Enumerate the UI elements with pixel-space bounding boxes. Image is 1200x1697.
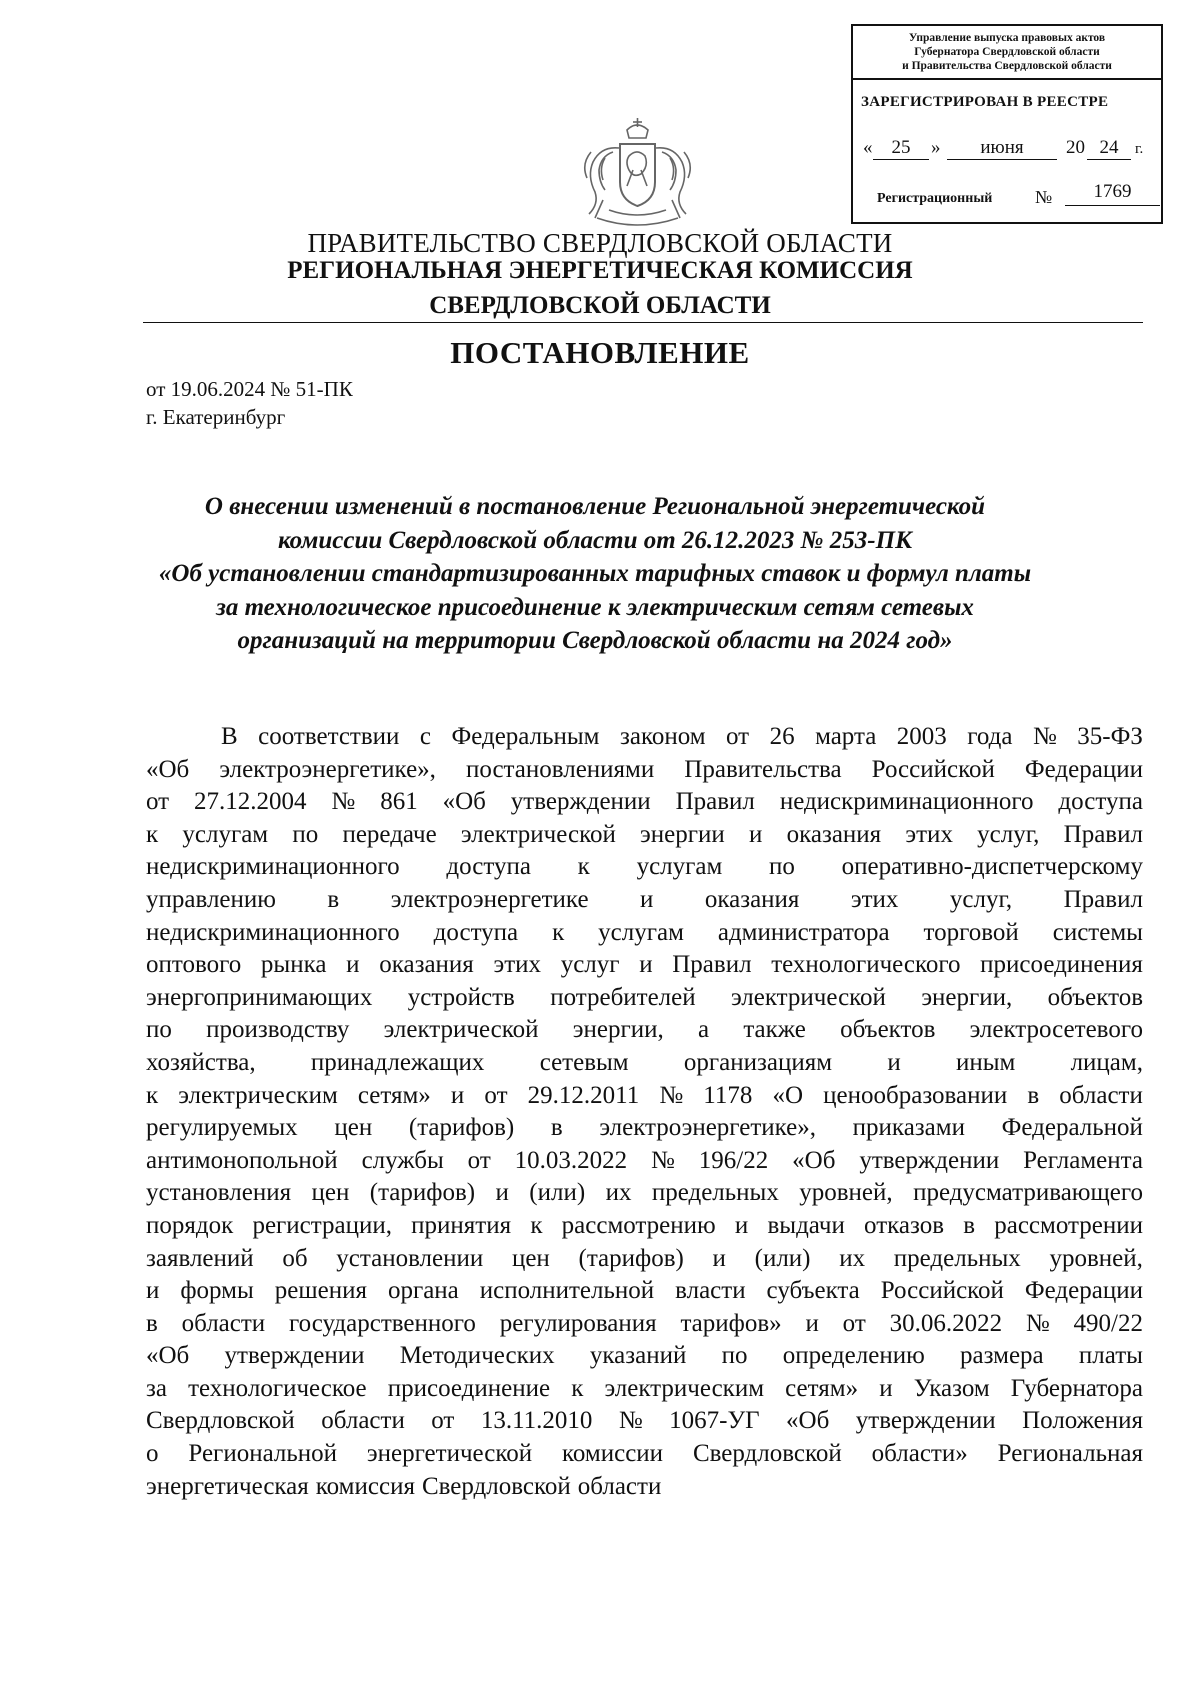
body-word: 30.06.2022 bbox=[889, 1309, 1003, 1337]
body-line bbox=[146, 1405, 1143, 1438]
body-word: этих bbox=[850, 885, 899, 913]
body-word: электросетевого bbox=[969, 1016, 1143, 1044]
body-word: недискриминационного bbox=[779, 788, 1034, 816]
body-word: в bbox=[146, 1309, 158, 1337]
body-word: решения bbox=[274, 1277, 367, 1305]
body-word: цен bbox=[334, 1114, 373, 1142]
body-word: предусматривающего bbox=[913, 1179, 1143, 1207]
body-word: заявлений bbox=[146, 1244, 254, 1272]
body-word: 490/22 bbox=[1073, 1309, 1143, 1337]
body-word: соответствии bbox=[258, 723, 400, 750]
body-word: устройств bbox=[407, 983, 515, 1011]
stamp-header-line: Губернатора Свердловской области bbox=[914, 46, 1100, 58]
body-word: доступа bbox=[446, 853, 531, 881]
document-type: ПОСТАНОВЛЕНИЕ bbox=[450, 335, 750, 370]
stamp-header bbox=[853, 26, 1161, 80]
body-line bbox=[146, 1275, 1143, 1308]
body-word: цен bbox=[511, 1244, 550, 1272]
body-word: Правил bbox=[675, 788, 755, 816]
body-word: рассмотрении bbox=[994, 1211, 1143, 1239]
body-word: рынка bbox=[260, 951, 327, 979]
body-word: оказания bbox=[704, 885, 800, 913]
body-word: в bbox=[963, 1211, 976, 1239]
body-word: Свердловской bbox=[421, 1472, 571, 1500]
body-word: цен bbox=[311, 1179, 350, 1207]
body-word: энергетическая bbox=[146, 1472, 309, 1500]
body-word: Федерации bbox=[1024, 1277, 1143, 1305]
body-word: области» bbox=[871, 1440, 968, 1468]
coat-of-arms-icon bbox=[575, 118, 700, 228]
body-word: «Об bbox=[792, 1146, 836, 1174]
body-word: «Об bbox=[146, 1342, 190, 1370]
body-word: утверждении bbox=[859, 1146, 1000, 1174]
stamp-month: июня bbox=[947, 137, 1057, 160]
body-word: и bbox=[495, 1179, 509, 1207]
body-word: потребителей bbox=[550, 983, 696, 1011]
body-word: услуг, bbox=[949, 885, 1013, 913]
body-word: технологическое bbox=[188, 1374, 367, 1402]
body-word: сетям» bbox=[357, 1081, 431, 1109]
body-word: от bbox=[726, 723, 750, 750]
body-word: технологического bbox=[771, 951, 961, 979]
body-word: области bbox=[1059, 1081, 1143, 1109]
body-word: Региональной bbox=[188, 1440, 338, 1468]
body-word: Положения bbox=[1022, 1407, 1143, 1435]
body-word: от bbox=[431, 1407, 455, 1435]
body-word: органа bbox=[387, 1277, 459, 1305]
body-word: и bbox=[450, 1081, 465, 1109]
body-word: и bbox=[805, 1309, 819, 1337]
title-line: О внесении изменений в постановление Региональной энергетической bbox=[204, 493, 986, 520]
body-word: регулируемых bbox=[146, 1114, 298, 1142]
body-word: электрической bbox=[383, 1016, 539, 1044]
body-word: № bbox=[618, 1407, 643, 1435]
body-word: «О bbox=[772, 1081, 804, 1109]
body-word: торговой bbox=[923, 918, 1019, 946]
body-word: по bbox=[721, 1342, 748, 1370]
body-word: энергии, bbox=[921, 983, 1013, 1011]
body-word: «Об bbox=[442, 788, 486, 816]
body-word: Правил bbox=[1063, 885, 1143, 913]
stamp-reg-label: Регистрационный bbox=[877, 191, 993, 206]
body-word: за bbox=[146, 1374, 167, 1402]
body-line bbox=[146, 1243, 1143, 1276]
document-date-number: от 19.06.2024 № 51-ПК bbox=[146, 377, 353, 401]
body-line bbox=[146, 721, 1143, 754]
body-word: установлении bbox=[336, 1244, 484, 1272]
body-word: регулирования bbox=[499, 1309, 657, 1337]
body-word: платы bbox=[1078, 1342, 1143, 1370]
body-word: предельных bbox=[893, 1244, 1021, 1272]
body-word: и bbox=[640, 885, 654, 913]
body-word: 26 bbox=[769, 723, 795, 750]
body-line bbox=[146, 1177, 1143, 1210]
body-word: и bbox=[734, 1211, 749, 1239]
body-word: 29.12.2011 bbox=[527, 1081, 640, 1109]
body-word: принятия bbox=[411, 1211, 512, 1239]
document-city: г. Екатеринбург bbox=[146, 405, 286, 429]
body-word: управлению bbox=[146, 885, 276, 913]
title-line: организаций на территории Свердловской области на 2024 год» bbox=[237, 627, 953, 654]
body-word: энергии, bbox=[572, 1016, 664, 1044]
title-line: «Об установлении стандартизированных тарифных ставок и формул платы bbox=[158, 560, 1032, 587]
body-word: присоединения bbox=[980, 951, 1143, 979]
body-word: в bbox=[327, 885, 340, 913]
body-word: указаний bbox=[589, 1342, 687, 1370]
body-word: и bbox=[887, 1048, 901, 1076]
body-word: лицам, bbox=[1070, 1048, 1143, 1076]
body-line bbox=[146, 754, 1143, 787]
body-line bbox=[146, 1112, 1143, 1145]
body-word: 27.12.2004 bbox=[194, 788, 307, 816]
body-word: и bbox=[639, 951, 653, 979]
body-word: оказания bbox=[379, 951, 474, 979]
body-word: услугам bbox=[598, 918, 684, 946]
body-word: постановлениями bbox=[465, 755, 655, 783]
body-word: сетевым bbox=[539, 1048, 629, 1076]
stamp-number-sign: № bbox=[1035, 187, 1053, 207]
body-line bbox=[146, 1438, 1143, 1471]
document-title bbox=[130, 490, 1060, 658]
body-line bbox=[146, 1014, 1143, 1047]
body-word: 196/22 bbox=[698, 1146, 769, 1174]
body-word: Регламента bbox=[1023, 1146, 1143, 1174]
body-word: Федеральной bbox=[1001, 1114, 1143, 1142]
body-word: Указом bbox=[913, 1374, 990, 1402]
body-word: в bbox=[550, 1114, 563, 1142]
body-word: электрическим bbox=[604, 1374, 765, 1402]
body-line bbox=[146, 1080, 1143, 1113]
body-word: установления bbox=[146, 1179, 292, 1207]
body-line bbox=[146, 982, 1143, 1015]
body-word: области bbox=[577, 1472, 662, 1500]
body-word: их bbox=[839, 1244, 866, 1272]
body-word: с bbox=[419, 723, 431, 750]
body-word: по bbox=[292, 820, 319, 848]
body-word: 35-ФЗ bbox=[1077, 723, 1143, 750]
body-word: от bbox=[842, 1309, 866, 1337]
body-word: утверждении bbox=[855, 1407, 996, 1435]
body-word: 10.03.2022 bbox=[514, 1146, 628, 1174]
title-line: за технологическое присоединение к электрическим сетям сетевых bbox=[216, 593, 974, 621]
body-word: и bbox=[146, 1277, 160, 1305]
body-word: государственного bbox=[288, 1309, 476, 1337]
title-line: комиссии Свердловской области от 26.12.2023 № 253-ПК bbox=[277, 526, 913, 554]
body-word: услуг bbox=[560, 951, 620, 979]
body-word: и bbox=[346, 951, 360, 979]
body-word: (тарифов) bbox=[408, 1114, 515, 1142]
stamp-header-line: и Правительства Свердловской области bbox=[902, 60, 1112, 72]
body-word: и bbox=[748, 820, 763, 848]
body-word: от bbox=[146, 788, 170, 816]
body-line bbox=[146, 851, 1143, 884]
body-line bbox=[146, 949, 1143, 982]
body-word: субъекта bbox=[766, 1277, 860, 1305]
body-word: администратора bbox=[717, 918, 890, 946]
stamp-registered-label: ЗАРЕГИСТРИРОВАН В РЕЕСТРЕ bbox=[861, 94, 1109, 110]
registration-stamp bbox=[851, 24, 1163, 224]
body-word: № bbox=[651, 1146, 675, 1174]
body-word: Правительства bbox=[684, 755, 842, 783]
body-word: к bbox=[577, 853, 590, 881]
stamp-year-suffix: 24 bbox=[1087, 137, 1131, 160]
body-word: услуг, bbox=[977, 820, 1040, 848]
body-word: области bbox=[181, 1309, 266, 1337]
body-word: недискриминационного bbox=[146, 918, 400, 946]
body-word: принадлежащих bbox=[310, 1048, 485, 1076]
body-word: к bbox=[552, 918, 565, 946]
body-word: оказания bbox=[786, 820, 882, 848]
body-word: Федерации bbox=[1024, 755, 1143, 783]
body-word: «Об bbox=[786, 1407, 830, 1435]
body-word: Российской bbox=[871, 755, 995, 783]
header-divider bbox=[143, 322, 1143, 323]
body-word: «Об bbox=[146, 755, 190, 783]
body-line bbox=[146, 884, 1143, 917]
stamp-date bbox=[863, 137, 1161, 163]
body-word: приказами bbox=[852, 1114, 965, 1142]
body-word: тарифов» bbox=[680, 1309, 782, 1337]
body-word: энергетической bbox=[366, 1440, 533, 1468]
body-word: организациям bbox=[683, 1048, 833, 1076]
commission-name: РЕГИОНАЛЬНАЯ ЭНЕРГЕТИЧЕСКАЯ КОМИССИЯ bbox=[287, 257, 913, 284]
body-word: энергопринимающих bbox=[146, 983, 373, 1011]
body-word: присоединение bbox=[387, 1374, 551, 1402]
body-word: Российской bbox=[880, 1277, 1004, 1305]
body-line bbox=[146, 1308, 1143, 1341]
body-word: доступа bbox=[433, 918, 519, 946]
government-name: ПРАВИТЕЛЬСТВО СВЕРДЛОВСКОЙ ОБЛАСТИ bbox=[307, 228, 893, 258]
body-word: (тарифов) bbox=[578, 1244, 684, 1272]
body-word: Свердловской bbox=[692, 1440, 842, 1468]
body-word: № bbox=[331, 788, 356, 816]
body-word: этих bbox=[493, 951, 542, 979]
body-word: и bbox=[879, 1374, 893, 1402]
body-word: оптового bbox=[146, 951, 242, 979]
body-word: формы bbox=[180, 1277, 254, 1305]
body-word: о bbox=[146, 1440, 159, 1468]
body-line bbox=[146, 1340, 1143, 1373]
body-word: В bbox=[221, 723, 238, 750]
body-word: иным bbox=[955, 1048, 1016, 1076]
body-word: объектов bbox=[1047, 983, 1143, 1011]
body-line bbox=[146, 1210, 1143, 1243]
body-word: передаче bbox=[342, 820, 437, 848]
body-word: законом bbox=[619, 723, 706, 750]
body-word: оперативно-диспетчерскому bbox=[841, 853, 1143, 881]
body-word: года bbox=[967, 723, 1013, 750]
body-line bbox=[146, 1047, 1143, 1080]
body-word: службы bbox=[361, 1146, 444, 1174]
body-word: 2003 bbox=[896, 723, 947, 750]
stamp-header-line: Управление выпуска правовых актов bbox=[908, 32, 1106, 44]
body-word: к bbox=[146, 820, 159, 848]
body-word: системы bbox=[1052, 918, 1143, 946]
stamp-quote-open: « bbox=[863, 137, 873, 158]
body-word: 861 bbox=[380, 788, 418, 816]
body-word: и bbox=[712, 1244, 726, 1272]
body-word: 1178 bbox=[703, 1081, 753, 1109]
body-word: утверждении bbox=[224, 1342, 365, 1370]
body-word: 1067-УГ bbox=[669, 1407, 760, 1435]
body-word: уровней, bbox=[799, 1179, 893, 1207]
body-word: предельных bbox=[651, 1179, 779, 1207]
commission-region: СВЕРДЛОВСКОЙ ОБЛАСТИ bbox=[429, 292, 771, 319]
body-word: энергии bbox=[640, 820, 725, 848]
body-word: производству bbox=[206, 1016, 350, 1044]
body-word: (или) bbox=[529, 1179, 586, 1207]
body-word: № bbox=[1025, 1309, 1050, 1337]
body-word: рассмотрению bbox=[561, 1211, 716, 1239]
body-word: утверждении bbox=[510, 788, 651, 816]
body-word: комиссии bbox=[562, 1440, 664, 1468]
body-word: от bbox=[484, 1081, 508, 1109]
stamp-registration-number bbox=[877, 181, 1161, 213]
body-word: Правил bbox=[672, 951, 752, 979]
body-word: регистрации, bbox=[252, 1211, 392, 1239]
stamp-year-prefix: 20 bbox=[1066, 137, 1085, 158]
body-word: № bbox=[1032, 723, 1057, 750]
body-word: этих bbox=[905, 820, 953, 848]
body-word: электроэнергетике bbox=[390, 885, 589, 913]
body-line bbox=[146, 1145, 1143, 1178]
body-line bbox=[146, 819, 1143, 852]
stamp-reg-number: 1769 bbox=[1065, 181, 1160, 206]
body-word: (или) bbox=[754, 1244, 811, 1272]
body-word: их bbox=[605, 1179, 632, 1207]
body-word: недискриминационного bbox=[146, 853, 400, 881]
body-word: услугам bbox=[636, 853, 723, 881]
body-word: области bbox=[321, 1407, 405, 1435]
stamp-year-unit: г. bbox=[1135, 141, 1144, 157]
body-word: в bbox=[1027, 1081, 1040, 1109]
body-word: Методических bbox=[399, 1342, 555, 1370]
body-word: по bbox=[146, 1016, 172, 1044]
body-word: электрической bbox=[731, 983, 886, 1011]
body-word: выдачи bbox=[767, 1211, 845, 1239]
body-word: доступа bbox=[1058, 788, 1143, 816]
body-word: электроэнергетике», bbox=[599, 1114, 816, 1142]
body-word: порядок bbox=[146, 1211, 234, 1239]
body-word: ценообразовании bbox=[823, 1081, 1008, 1109]
body-word: марта bbox=[815, 723, 877, 750]
body-word: Федеральным bbox=[451, 723, 600, 750]
body-line bbox=[146, 1373, 1143, 1406]
body-word: а bbox=[697, 1016, 710, 1044]
body-word: электрическим bbox=[178, 1081, 338, 1109]
body-line bbox=[146, 917, 1143, 950]
body-word: № bbox=[659, 1081, 684, 1109]
body-word: об bbox=[282, 1244, 308, 1272]
body-word: к bbox=[530, 1211, 543, 1239]
body-word: антимонопольной bbox=[146, 1146, 338, 1174]
body-word: отказов bbox=[864, 1211, 945, 1239]
body-word: Губернатора bbox=[1010, 1374, 1143, 1402]
body-word: хозяйства, bbox=[146, 1048, 256, 1076]
body-word: Региональная bbox=[997, 1440, 1143, 1468]
body-word: Правил bbox=[1063, 820, 1143, 848]
body-word: комиссия bbox=[315, 1472, 415, 1500]
body-word: власти bbox=[675, 1277, 746, 1305]
document-body bbox=[146, 721, 1143, 1503]
body-word: объектов bbox=[840, 1016, 936, 1044]
body-word: Свердловской bbox=[146, 1407, 295, 1435]
body-word: услугам bbox=[182, 820, 269, 848]
body-line bbox=[146, 786, 1143, 819]
body-line bbox=[146, 1471, 1143, 1504]
body-word: размера bbox=[960, 1342, 1044, 1370]
body-word: к bbox=[571, 1374, 584, 1402]
body-word: к bbox=[146, 1081, 159, 1109]
body-word: электрической bbox=[460, 820, 616, 848]
body-word: также bbox=[743, 1016, 806, 1044]
body-word: исполнительной bbox=[479, 1277, 655, 1305]
stamp-quote-close: » bbox=[931, 137, 941, 158]
body-word: (тарифов) bbox=[369, 1179, 476, 1207]
body-word: уровней, bbox=[1049, 1244, 1143, 1272]
body-word: от bbox=[467, 1146, 491, 1174]
body-word: электроэнергетике», bbox=[219, 755, 436, 783]
body-word: сетям» bbox=[785, 1374, 859, 1402]
body-word: 13.11.2010 bbox=[480, 1407, 593, 1435]
stamp-day: 25 bbox=[873, 137, 929, 160]
body-word: определению bbox=[782, 1342, 925, 1370]
body-word: по bbox=[769, 853, 795, 881]
